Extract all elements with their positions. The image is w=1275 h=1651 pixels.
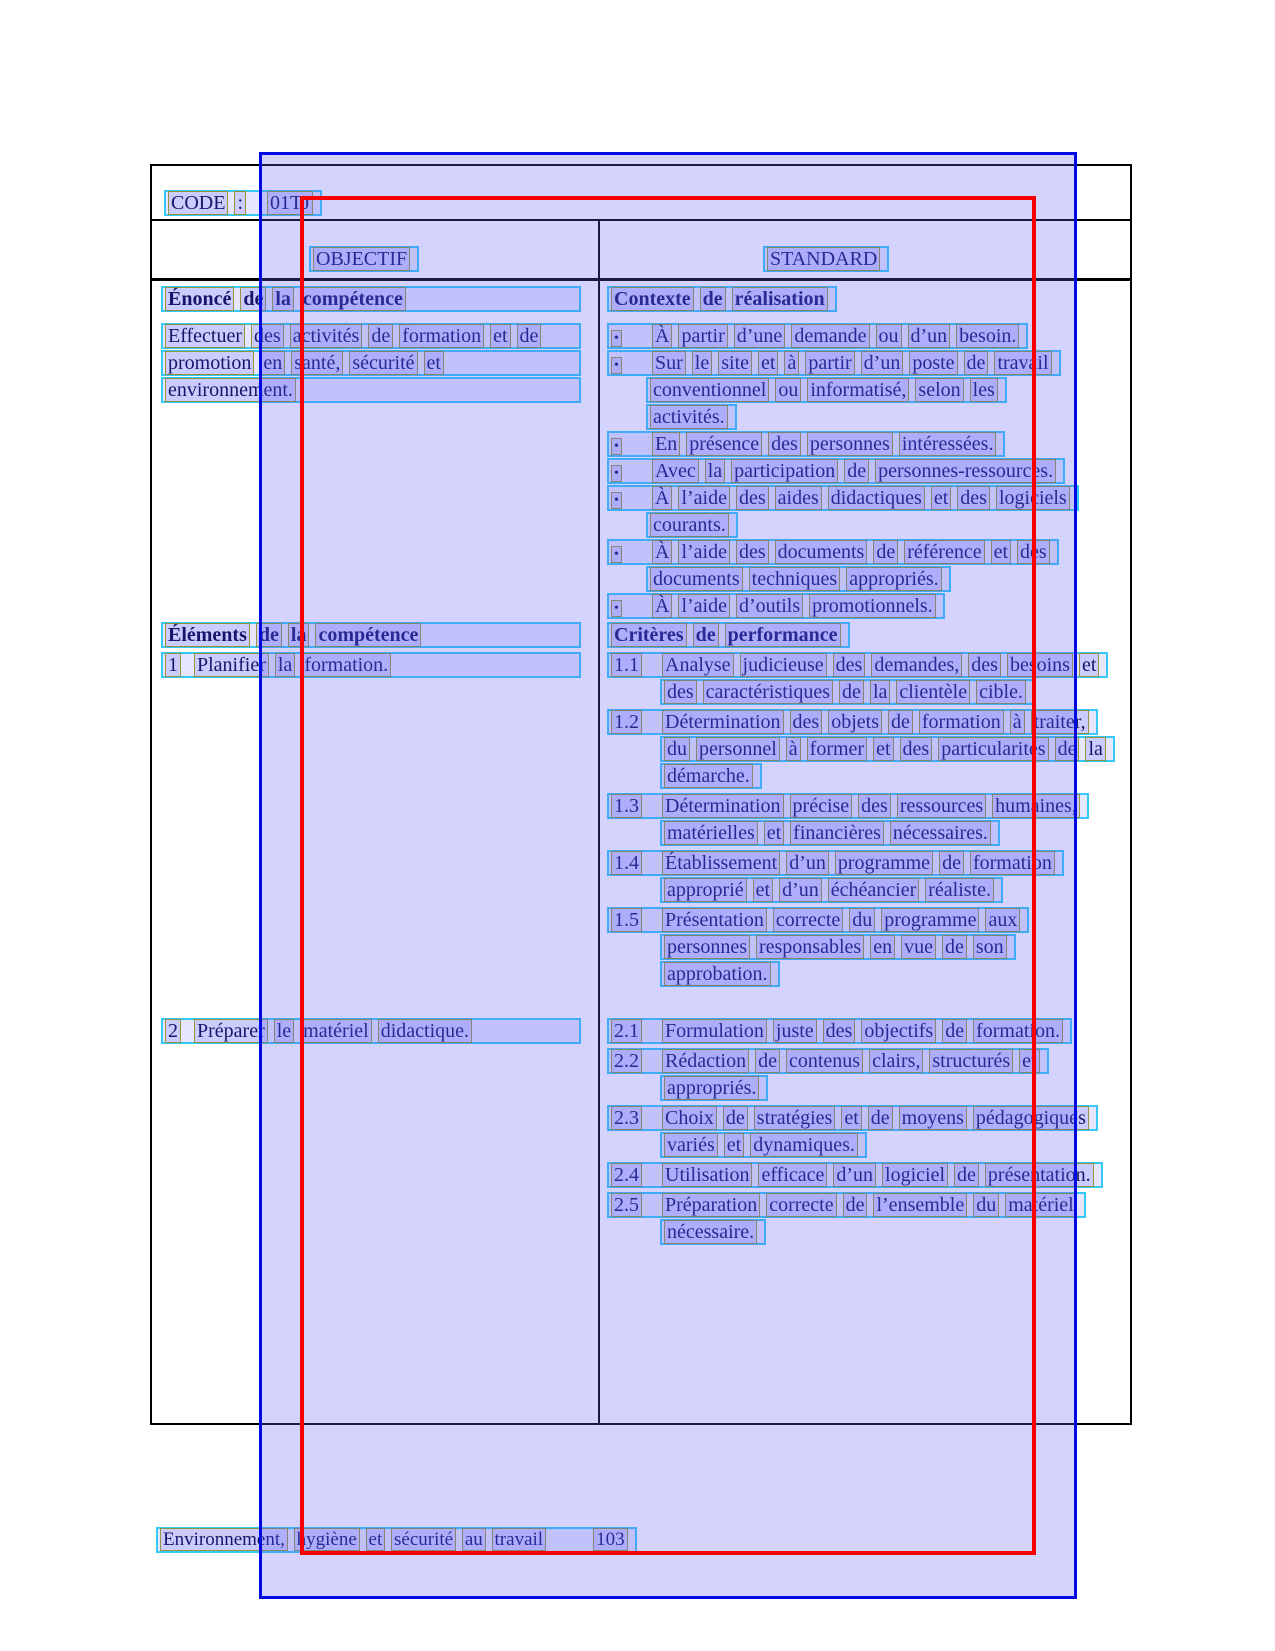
line-highlight (646, 404, 737, 430)
table-row-divider (150, 219, 1132, 221)
line-highlight (607, 1018, 1072, 1044)
line-highlight (161, 377, 581, 403)
element-text: Préparer le matériel didactique. (194, 1020, 473, 1042)
objectif-highlight (309, 246, 419, 272)
line-text: Utilisation efficace d’un logiciel de présentation. (662, 1164, 1095, 1186)
line-highlight (607, 1048, 1049, 1074)
line-highlight (607, 1162, 1103, 1188)
line-highlight (660, 1132, 867, 1158)
line-prefix: • (611, 598, 623, 620)
line-text: démarche. (664, 765, 754, 787)
line-prefix: 1.2 (611, 711, 649, 733)
line-text: À partir d’une demande ou d’un besoin. (652, 325, 1020, 347)
line-prefix: • (611, 463, 623, 485)
line-highlight (607, 323, 1028, 349)
objectif-header (303, 246, 419, 273)
line-text: Présentation correcte du programme aux (662, 909, 1021, 931)
footer-highlight (156, 1527, 637, 1553)
line-text: Contexte de réalisation (611, 288, 829, 310)
text-line (601, 1192, 1135, 1219)
line-highlight (660, 763, 762, 789)
line-text: environnement. (165, 379, 297, 401)
competence-elements-heading (155, 622, 581, 649)
text-line (601, 850, 1135, 877)
line-highlight (607, 622, 850, 648)
table-header-divider (150, 278, 1132, 281)
line-text: Avec la participation de personnes-ressources. (652, 460, 1057, 482)
element-text: Planifier la formation. (194, 654, 392, 676)
table-column-divider (598, 219, 600, 1425)
line-text: variés et dynamiques. (664, 1134, 859, 1156)
line-highlight (161, 350, 581, 376)
text-line (601, 485, 1135, 512)
text-line (601, 934, 1135, 961)
line-text: Critères de performance (611, 624, 842, 646)
line-text: promotion en santé, sécurité et (165, 352, 445, 374)
line-text: Effectuer des activités de formation et de (165, 325, 542, 347)
footer-title: Environnement, hygiène et sécurité au travail (160, 1529, 547, 1550)
line-highlight (660, 820, 1000, 846)
code-line-highlight (164, 190, 322, 216)
standard-column-content (601, 282, 1135, 1246)
line-prefix: • (611, 355, 623, 377)
competence-statement-heading (155, 286, 581, 313)
line-prefix: 2.5 (611, 1194, 649, 1216)
heading-text: Énoncé de la compétence (165, 288, 407, 310)
line-text: courants. (650, 514, 730, 536)
element-2 (155, 1018, 581, 1045)
line-text: matérielles et financières nécessaires. (664, 822, 992, 844)
text-line (601, 323, 1135, 350)
text-line (601, 593, 1135, 620)
text-line (601, 1048, 1135, 1075)
line-highlight (607, 350, 1061, 376)
line-highlight (607, 458, 1065, 484)
line-prefix: • (611, 544, 623, 566)
line-highlight (660, 679, 1035, 705)
line-prefix: 2.4 (611, 1164, 649, 1186)
text-line (601, 431, 1135, 458)
objectif-label: OBJECTIF (313, 248, 411, 270)
statement-line (155, 323, 581, 350)
line-highlight (607, 709, 1098, 735)
line-text: Formulation juste des objectifs de formation. (662, 1020, 1064, 1042)
text-line (601, 286, 1135, 313)
line-text: nécessaire. (664, 1221, 758, 1243)
line-prefix: 2.2 (611, 1050, 649, 1072)
text-line (601, 350, 1135, 377)
line-highlight (607, 652, 1108, 678)
line-prefix: 1.5 (611, 909, 649, 931)
line-prefix: 2.3 (611, 1107, 649, 1129)
line-highlight (607, 593, 945, 619)
line-highlight (607, 1105, 1098, 1131)
line-highlight (660, 1075, 768, 1101)
text-line (601, 907, 1135, 934)
text-line (601, 539, 1135, 566)
line-highlight (660, 934, 1016, 960)
line-highlight (646, 566, 951, 592)
line-prefix: • (611, 328, 623, 350)
line-prefix: • (611, 436, 623, 458)
line-text: Détermination des objets de formation à traiter, (662, 711, 1090, 733)
line-text: activités. (650, 406, 729, 428)
element-number: 1 (165, 654, 185, 676)
line-highlight (161, 1018, 581, 1044)
line-text: En présence des personnes intéressées. (652, 433, 997, 455)
line-text: Choix de stratégies et de moyens pédagogiques (662, 1107, 1090, 1129)
text-line (601, 1105, 1135, 1132)
competence-statement (155, 323, 581, 404)
heading-text: Éléments de la compétence (165, 624, 422, 646)
text-line (601, 736, 1135, 763)
text-line (601, 820, 1135, 847)
line-highlight (607, 539, 1059, 565)
line-text: À l’aide des documents de référence et des (652, 541, 1051, 563)
standard-highlight (763, 246, 889, 272)
text-line (601, 1219, 1135, 1246)
line-text: documents techniques appropriés. (650, 568, 943, 590)
line-highlight (660, 961, 780, 987)
line-text: personnes responsables en vue de son (664, 936, 1008, 958)
line-highlight (607, 1192, 1086, 1218)
line-prefix: 2.1 (611, 1020, 649, 1042)
line-highlight (607, 286, 837, 312)
code-value: 01TJ (267, 192, 314, 214)
text-line (601, 652, 1135, 679)
line-text: Rédaction de contenus clairs, structurés et (662, 1050, 1041, 1072)
heading-highlight (161, 622, 581, 648)
heading-highlight (161, 286, 581, 312)
page-number: 103 (593, 1529, 629, 1550)
text-line (601, 1018, 1135, 1045)
line-highlight (607, 907, 1029, 933)
element-number: 2 (165, 1020, 185, 1042)
line-text: approbation. (664, 963, 772, 985)
text-line (601, 458, 1135, 485)
text-line (601, 877, 1135, 904)
line-prefix: 1.4 (611, 852, 649, 874)
line-text: des caractéristiques de la clientèle cible. (664, 681, 1027, 703)
text-line (601, 566, 1135, 593)
line-highlight (161, 323, 581, 349)
line-prefix: • (611, 490, 623, 512)
line-text: appropriés. (664, 1077, 760, 1099)
line-text: Détermination précise des ressources humaines, (662, 795, 1081, 817)
text-line (601, 404, 1135, 431)
line-text: conventionnel ou informatisé, selon les (650, 379, 999, 401)
statement-line (155, 377, 581, 404)
line-highlight (607, 793, 1089, 819)
code-label: CODE : (168, 192, 247, 214)
line-text: Sur le site et à partir d’un poste de travail (652, 352, 1053, 374)
line-text: Analyse judicieuse des demandes, des besoins et (662, 654, 1100, 676)
text-line (601, 377, 1135, 404)
text-line (601, 1075, 1135, 1102)
line-highlight (646, 377, 1007, 403)
line-highlight (607, 431, 1005, 457)
line-text: Établissement d’un programme de formation (662, 852, 1056, 874)
page-footer (150, 1527, 637, 1554)
text-line (601, 763, 1135, 790)
line-text: du personnel à former et des particularités de la (664, 738, 1107, 760)
line-highlight (646, 512, 738, 538)
line-prefix: 1.1 (611, 654, 649, 676)
line-text: Préparation correcte de l’ensemble du matériel (662, 1194, 1078, 1216)
text-line (601, 709, 1135, 736)
element-1 (155, 652, 581, 679)
text-line (601, 1162, 1135, 1189)
code-row (158, 190, 322, 217)
standard-header (757, 246, 889, 273)
line-highlight (607, 485, 1079, 511)
text-line (601, 1132, 1135, 1159)
text-line (601, 679, 1135, 706)
line-highlight (660, 877, 1003, 903)
line-text: À l’aide d’outils promotionnels. (652, 595, 937, 617)
line-highlight (161, 652, 581, 678)
line-text: approprié et d’un échéancier réaliste. (664, 879, 995, 901)
text-line (601, 512, 1135, 539)
standard-label: STANDARD (767, 248, 881, 270)
text-line (601, 793, 1135, 820)
line-highlight (660, 1219, 766, 1245)
line-prefix: 1.3 (611, 795, 649, 817)
line-highlight (607, 850, 1064, 876)
line-highlight (660, 736, 1115, 762)
text-line (601, 961, 1135, 988)
text-line (601, 622, 1135, 649)
statement-line (155, 350, 581, 377)
line-text: À l’aide des aides didactiques et des logiciels (652, 487, 1071, 509)
